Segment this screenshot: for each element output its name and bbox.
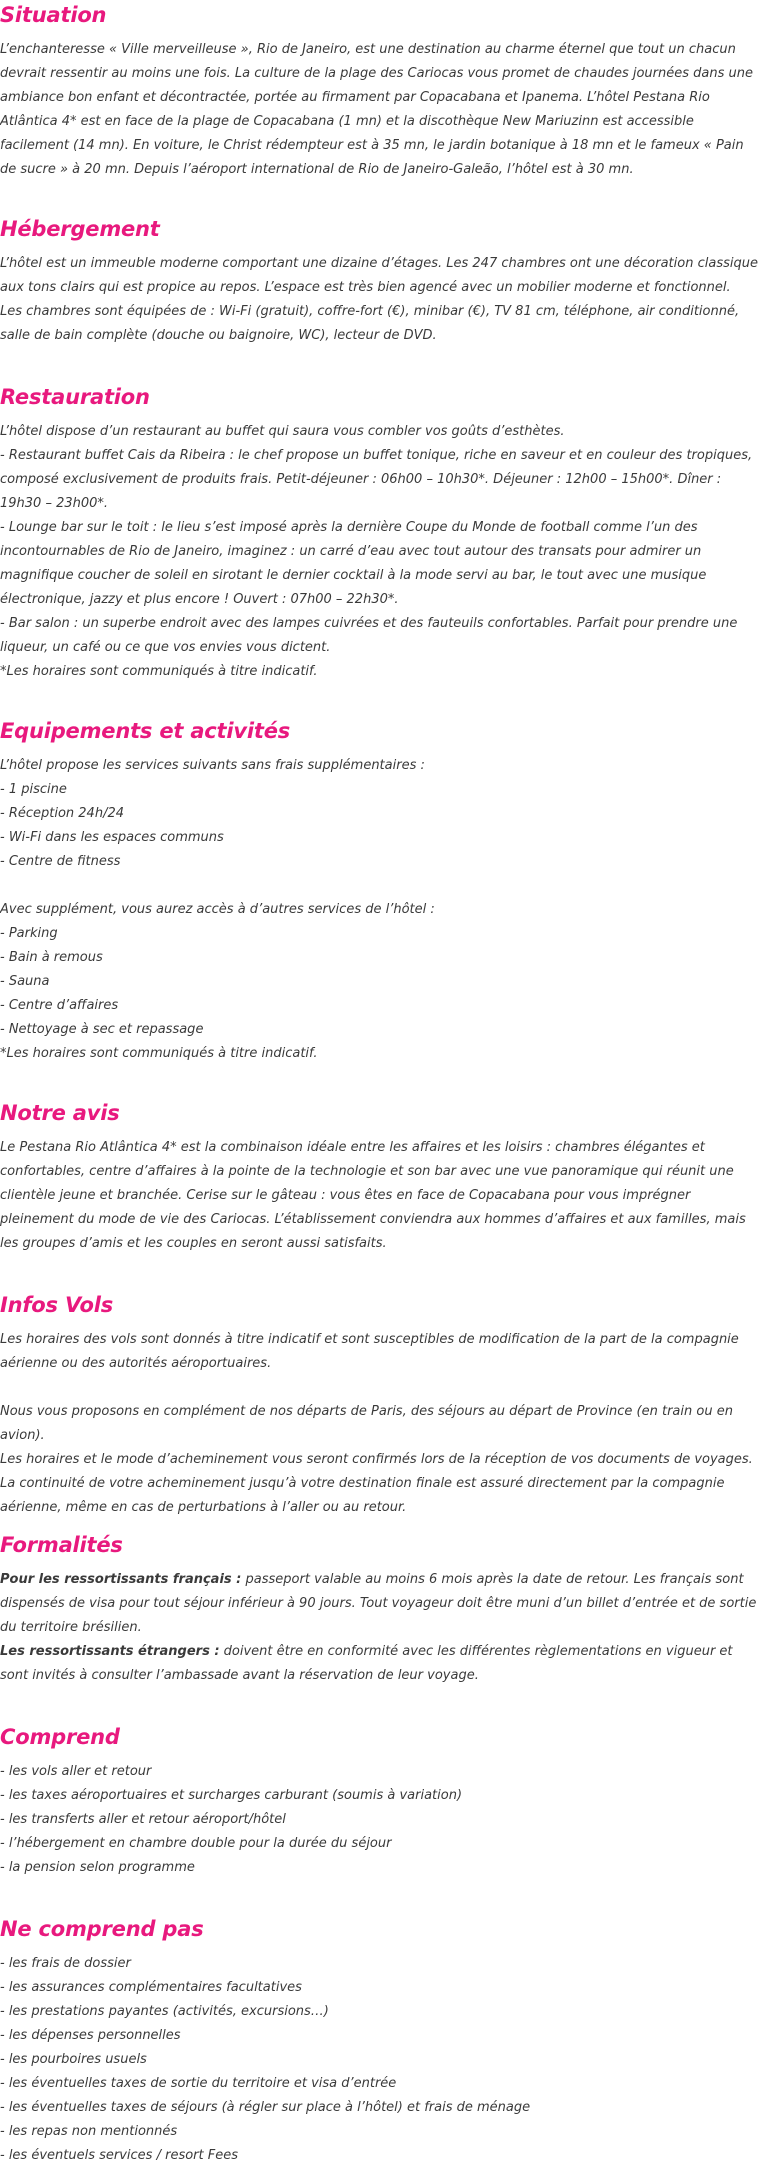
list-item: - les prestations payantes (activités, excursions…) bbox=[0, 2004, 329, 2019]
list-item: - les dépenses personnelles bbox=[0, 2028, 181, 2043]
vols-text: Les horaires et le mode d’acheminement vous seront confirmés lors de la réception de vos documents de voyages. bbox=[0, 1452, 753, 1467]
section-title-comprend: Comprend bbox=[0, 1725, 120, 1749]
list-item: - les repas non mentionnés bbox=[0, 2124, 178, 2139]
section-title-formalites: Formalités bbox=[0, 1533, 123, 1557]
restauration-line: - Lounge bar sur le toit : le lieu s’est imposé après la dernière Coupe du Monde de football comme l’un des incontournables de Rio de Janeiro, imaginez : un carré d’eau avec tout autour des transats pour admirer un magnifique coucher de soleil en sirotant le dernier cocktail à la mode servi au bar, le tout avec une musique électronique, jazzy et plus encore ! Ouvert : 07h00 – 22h30*. bbox=[0, 520, 707, 607]
restauration-note: *Les horaires sont communiqués à titre indicatif. bbox=[0, 664, 318, 679]
section-hebergement bbox=[0, 214, 758, 348]
list-item: - la pension selon programme bbox=[0, 1860, 195, 1875]
equipements-paid-intro: Avec supplément, vous aurez accès à d’autres services de l’hôtel : bbox=[0, 902, 435, 917]
list-item: - les vols aller et retour bbox=[0, 1764, 152, 1779]
vols-text: La continuité de votre acheminement jusqu’à votre destination finale est assuré directement par la compagnie aérienne, même en cas de perturbations à l’aller ou au retour. bbox=[0, 1476, 725, 1515]
section-vols bbox=[0, 1290, 758, 1520]
section-title-ne-comprend-pas: Ne comprend pas bbox=[0, 1917, 204, 1941]
vols-text: Nous vous proposons en complément de nos départs de Paris, des séjours au départ de Province (en train ou en avion). bbox=[0, 1404, 733, 1443]
list-item: - Centre de fitness bbox=[0, 854, 121, 869]
section-comprend bbox=[0, 1722, 758, 1880]
section-title-hebergement: Hébergement bbox=[0, 217, 160, 241]
formalites-etrangers bbox=[0, 1640, 758, 1688]
list-item: - Wi-Fi dans les espaces communs bbox=[0, 830, 224, 845]
list-item: - 1 piscine bbox=[0, 782, 67, 797]
list-item: - les pourboires usuels bbox=[0, 2052, 147, 2067]
equipements-note: *Les horaires sont communiqués à titre indicatif. bbox=[0, 1046, 318, 1061]
section-title-avis: Notre avis bbox=[0, 1101, 120, 1125]
section-situation bbox=[0, 0, 758, 182]
formalites-francais-label: Pour les ressortissants français : bbox=[0, 1572, 242, 1587]
list-item: - Parking bbox=[0, 926, 58, 941]
list-item: - l’hébergement en chambre double pour la durée du séjour bbox=[0, 1836, 392, 1851]
paid-services-list bbox=[0, 922, 758, 1042]
list-item: - les transferts aller et retour aéroport/hôtel bbox=[0, 1812, 286, 1827]
list-item: - Bain à remous bbox=[0, 950, 103, 965]
section-avis bbox=[0, 1098, 758, 1256]
list-item: - Réception 24h/24 bbox=[0, 806, 124, 821]
list-item: - les éventuelles taxes de sortie du territoire et visa d’entrée bbox=[0, 2076, 397, 2091]
comprend-list bbox=[0, 1760, 758, 1880]
formalites-francais-text: passeport valable au moins 6 mois après la date de retour. Les français sont dispensés de visa pour tout séjour inférieur à 90 jours. Tout voyageur doit être muni d’un billet d’entrée et de sortie du territoire brésilien. bbox=[0, 1572, 757, 1635]
list-item: - Sauna bbox=[0, 974, 50, 989]
section-title-equipements: Equipements et activités bbox=[0, 719, 291, 743]
formalites-etrangers-text: doivent être en conformité avec les différentes règlementations en vigueur et sont invités à consulter l’ambassade avant la réservation de leur voyage. bbox=[0, 1644, 733, 1683]
list-item: - Nettoyage à sec et repassage bbox=[0, 1022, 204, 1037]
situation-text: L’enchanteresse « Ville merveilleuse », Rio de Janeiro, est une destination au charme éternel que tout un chacun devrait ressentir au moins une fois. La culture de la plage des Cariocas vous promet de chaudes journées dans une ambiance bon enfant et décontractée, portée au firmament par Copacabana et Ipanema. L’hôtel Pestana Rio Atlântica 4* est en face de la plage de Copacabana (1 mn) et la discothèque New Mariuzinn est accessible facilement (14 mn). En voiture, le Christ rédempteur est à 35 mn, le jardin botanique à 18 mn et le fameux « Pain de sucre » à 20 mn. Depuis l’aéroport international de Rio de Janeiro-Galeão, l’hôtel est à 30 mn. bbox=[0, 42, 753, 177]
section-title-vols: Infos Vols bbox=[0, 1293, 113, 1317]
restauration-line: - Restaurant buffet Cais da Ribeira : le chef propose un buffet tonique, riche en saveur et en couleur des tropiques, composé exclusivement de produits frais. Petit-déjeuner : 06h00 – 10h30*. Déjeuner : 12h00 – 15h00*. Dîner : 19h30 – 23h00*. bbox=[0, 448, 753, 511]
section-title-restauration: Restauration bbox=[0, 385, 150, 409]
list-item: - Centre d’affaires bbox=[0, 998, 119, 1013]
restauration-line: L’hôtel dispose d’un restaurant au buffet qui saura vous combler vos goûts d’esthètes. bbox=[0, 424, 565, 439]
ne-comprend-list bbox=[0, 1952, 758, 2168]
list-item: - les éventuelles taxes de séjours (à régler sur place à l’hôtel) et frais de ménage bbox=[0, 2100, 531, 2115]
avis-text: Le Pestana Rio Atlântica 4* est la combinaison idéale entre les affaires et les loisirs : chambres élégantes et confortables, centre d’affaires à la pointe de la technologie et son bar avec une vue panoramique qui réunit une clientèle jeune et branchée. Cerise sur le gâteau : vous êtes en face de Copacabana pour vous imprégner pleinement du mode de vie des Cariocas. L’établissement conviendra aux hommes d’affaires et aux familles, mais les groupes d’amis et les couples en seront aussi satisfaits. bbox=[0, 1140, 746, 1251]
section-title-situation: Situation bbox=[0, 3, 107, 27]
list-item: - les assurances complémentaires facultatives bbox=[0, 1980, 302, 1995]
list-item: - les frais de dossier bbox=[0, 1956, 131, 1971]
restauration-line: - Bar salon : un superbe endroit avec des lampes cuivrées et des fauteuils confortables. Parfait pour prendre une liqueur, un café ou ce que vos envies vous dictent. bbox=[0, 616, 738, 655]
formalites-francais bbox=[0, 1568, 758, 1640]
vols-text: Les horaires des vols sont donnés à titre indicatif et sont susceptibles de modification de la part de la compagnie aérienne ou des autorités aéroportuaires. bbox=[0, 1332, 739, 1371]
section-restauration bbox=[0, 382, 758, 684]
section-ne-comprend-pas bbox=[0, 1914, 758, 2168]
free-services-list bbox=[0, 778, 758, 874]
formalites-etrangers-label: Les ressortissants étrangers : bbox=[0, 1644, 220, 1659]
section-formalites bbox=[0, 1530, 758, 1688]
section-equipements bbox=[0, 716, 758, 1066]
equipements-intro: L’hôtel propose les services suivants sans frais supplémentaires : bbox=[0, 758, 425, 773]
hebergement-text: L’hôtel est un immeuble moderne comportant une dizaine d’étages. Les 247 chambres ont une décoration classique aux tons clairs qui est propice au repos. L’espace est très bien agencé avec un mobilier moderne et fonctionnel. bbox=[0, 256, 758, 295]
list-item: - les taxes aéroportuaires et surcharges carburant (soumis à variation) bbox=[0, 1788, 463, 1803]
hebergement-equipment-text: Les chambres sont équipées de : Wi-Fi (gratuit), coffre-fort (€), minibar (€), TV 81 cm, téléphone, air conditionné, salle de bain complète (douche ou baignoire, WC), lecteur de DVD. bbox=[0, 304, 740, 343]
list-item: - les éventuels services / resort Fees bbox=[0, 2148, 238, 2163]
